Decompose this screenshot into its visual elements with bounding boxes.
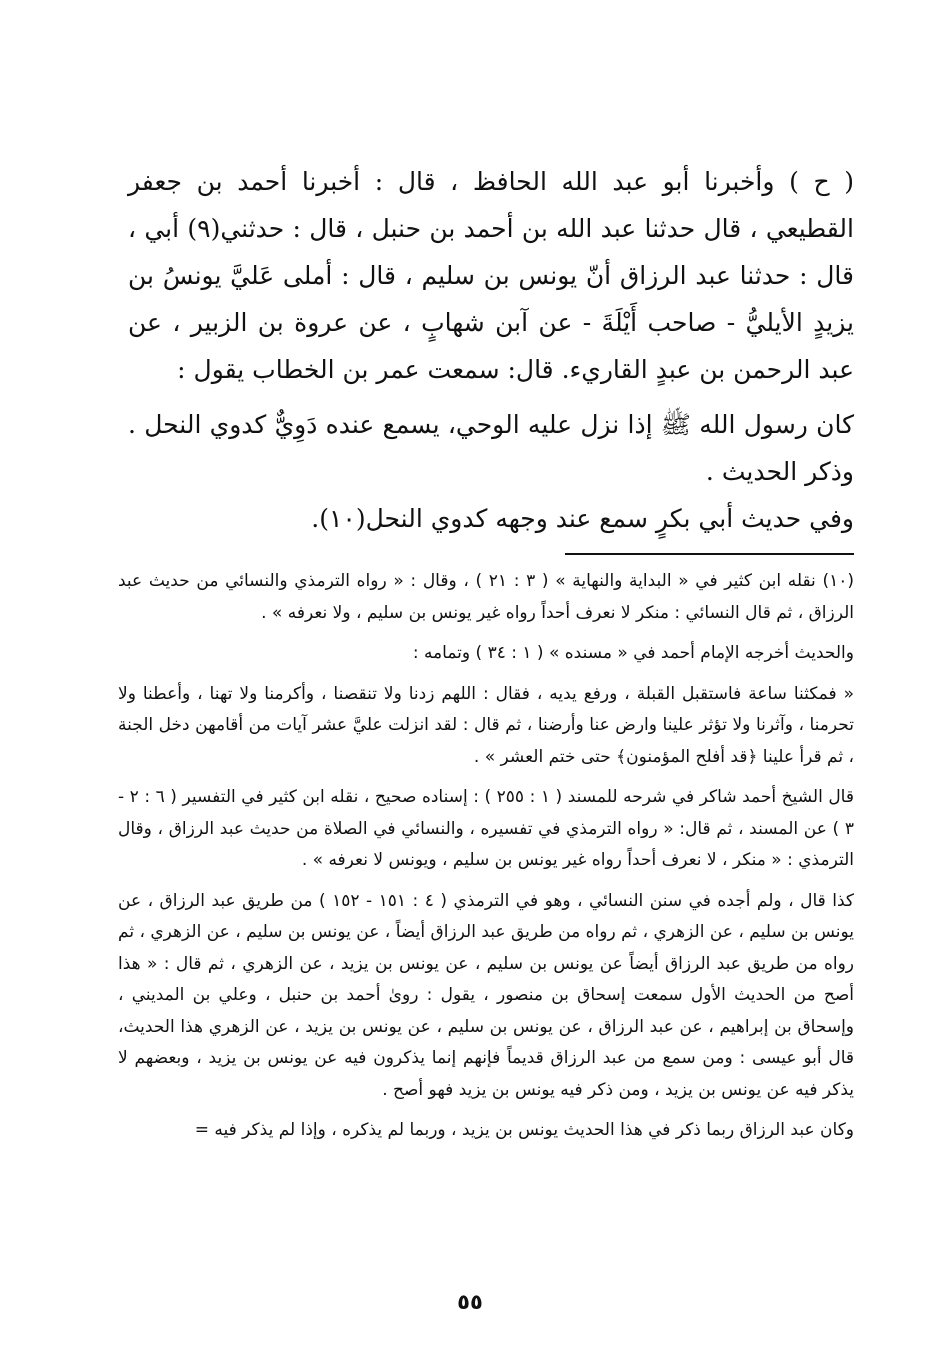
footnote-paragraph: كذا قال ، ولم أجده في سنن النسائي ، وهو في الترمذي ( ٤ : ١٥١ - ١٥٢ ) من طريق عبد الرزاق ، عن يونس بن سليم ، عن الزهري ، ثم رواه من طريق عبد الرزاق أيضاً ، عن يونس بن سليم ، عن الزهري ، ثم رواه من طريق عبد الرزاق أيضاً عن يونس بن سليم ، عن يونس بن يزيد ، عن الزهري ، ثم قال : « هذا أصح من الحديث الأول سمعت إسحاق بن منصور ، يقول : روىٰ أحمد بن حنبل ، وعلي بن المديني ، وإسحاق بن إبراهيم ، عن عبد الرزاق ، عن يونس بن سليم ، عن يونس بن يزيد ، عن الزهري هذا الحديث، قال أبو عيسى : ومن سمع من عبد الرزاق قديماً فإنهم إنما يذكرون فيه عن يونس بن يزيد ، وبعضهم لا يذكر فيه عن يونس بن يزيد ، ومن ذكر فيه يونس بن يزيد فهو أصح . (118, 890, 854, 1100)
footnote-paragraph: وكان عبد الرزاق ربما ذكر في هذا الحديث يونس بن يزيد ، وربما لم يذكره ، وإذا لم يذكر فيه = (194, 1120, 854, 1140)
main-text (128, 158, 854, 542)
footnote-10: (١٠) نقله ابن كثير في « البداية والنهاية » ( ٣ : ٢١ ) ، وقال : « رواه الترمذي والنسائي من حديث عبد الرزاق ، ثم قال النسائي : منكر لا نعرف أحداً رواه غير يونس بن سليم ، ولا نعرفه » . (118, 571, 854, 623)
footnote-quote: « فمكثنا ساعة فاستقبل القبلة ، ورفع يديه ، فقال : اللهم زدنا ولا تنقصنا ، وأكرمنا ولا تهنا ، وأعطنا ولا تحرمنا ، وآثرنا ولا تؤثر علينا وارض عنا وأرضنا ، ثم قال : لقد انزلت عليَّ عشر آيات من أقامهن دخل الجنة ، ثم قرأ علينا ﴿قد أفلح المؤمنون﴾ حتى ختم العشر » . (118, 683, 854, 767)
footnote-separator (565, 553, 854, 555)
hadith-matn-paragraph: كان رسول الله ﷺ إذا نزل عليه الوحي، يسمع عنده دَوِيٌّ كدوي النحل . وذكر الحديث . (128, 410, 854, 486)
page-number: ٥٥ (457, 1290, 483, 1314)
footnotes (118, 566, 854, 1147)
footnote-paragraph: والحديث أخرجه الإمام أحمد في « مسنده » ( ١ : ٣٤ ) وتمامه : (412, 643, 854, 663)
hadith-variant-paragraph: وفي حديث أبي بكرٍ سمع عند وجهه كدوي النحل(١٠). (311, 504, 854, 533)
footnote-paragraph: قال الشيخ أحمد شاكر في شرحه للمسند ( ١ : ٢٥٥ ) : إسناده صحيح ، نقله ابن كثير في التفسير ( ٦ : ٢ - ٣ ) عن المسند ، ثم قال: « رواه الترمذي في تفسيره ، والنسائي في الصلاة من حديث عبد الرزاق ، وقال الترمذي : « منكر ، لا نعرف أحداً رواه غير يونس بن سليم ، ويونس لا نعرفه » . (118, 787, 854, 870)
hadith-isnad-paragraph: ( ح ) وأخبرنا أبو عبد الله الحافظ ، قال : أخبرنا أحمد بن جعفر القطيعي ، قال حدثنا عبد الله بن أحمد بن حنبل ، قال : حدثني(٩) أبي ، قال : حدثنا عبد الرزاق أنّ يونس بن سليم ، قال : أملى عَليَّ يونسُ بن يزيدٍ الأيليُّ - صاحب أَيْلَةَ - عن آبن شهابٍ ، عن عروة بن الزبير ، عن عبد الرحمن بن عبدٍ القاريء. قال: سمعت عمر بن الخطاب يقول : (128, 167, 854, 384)
